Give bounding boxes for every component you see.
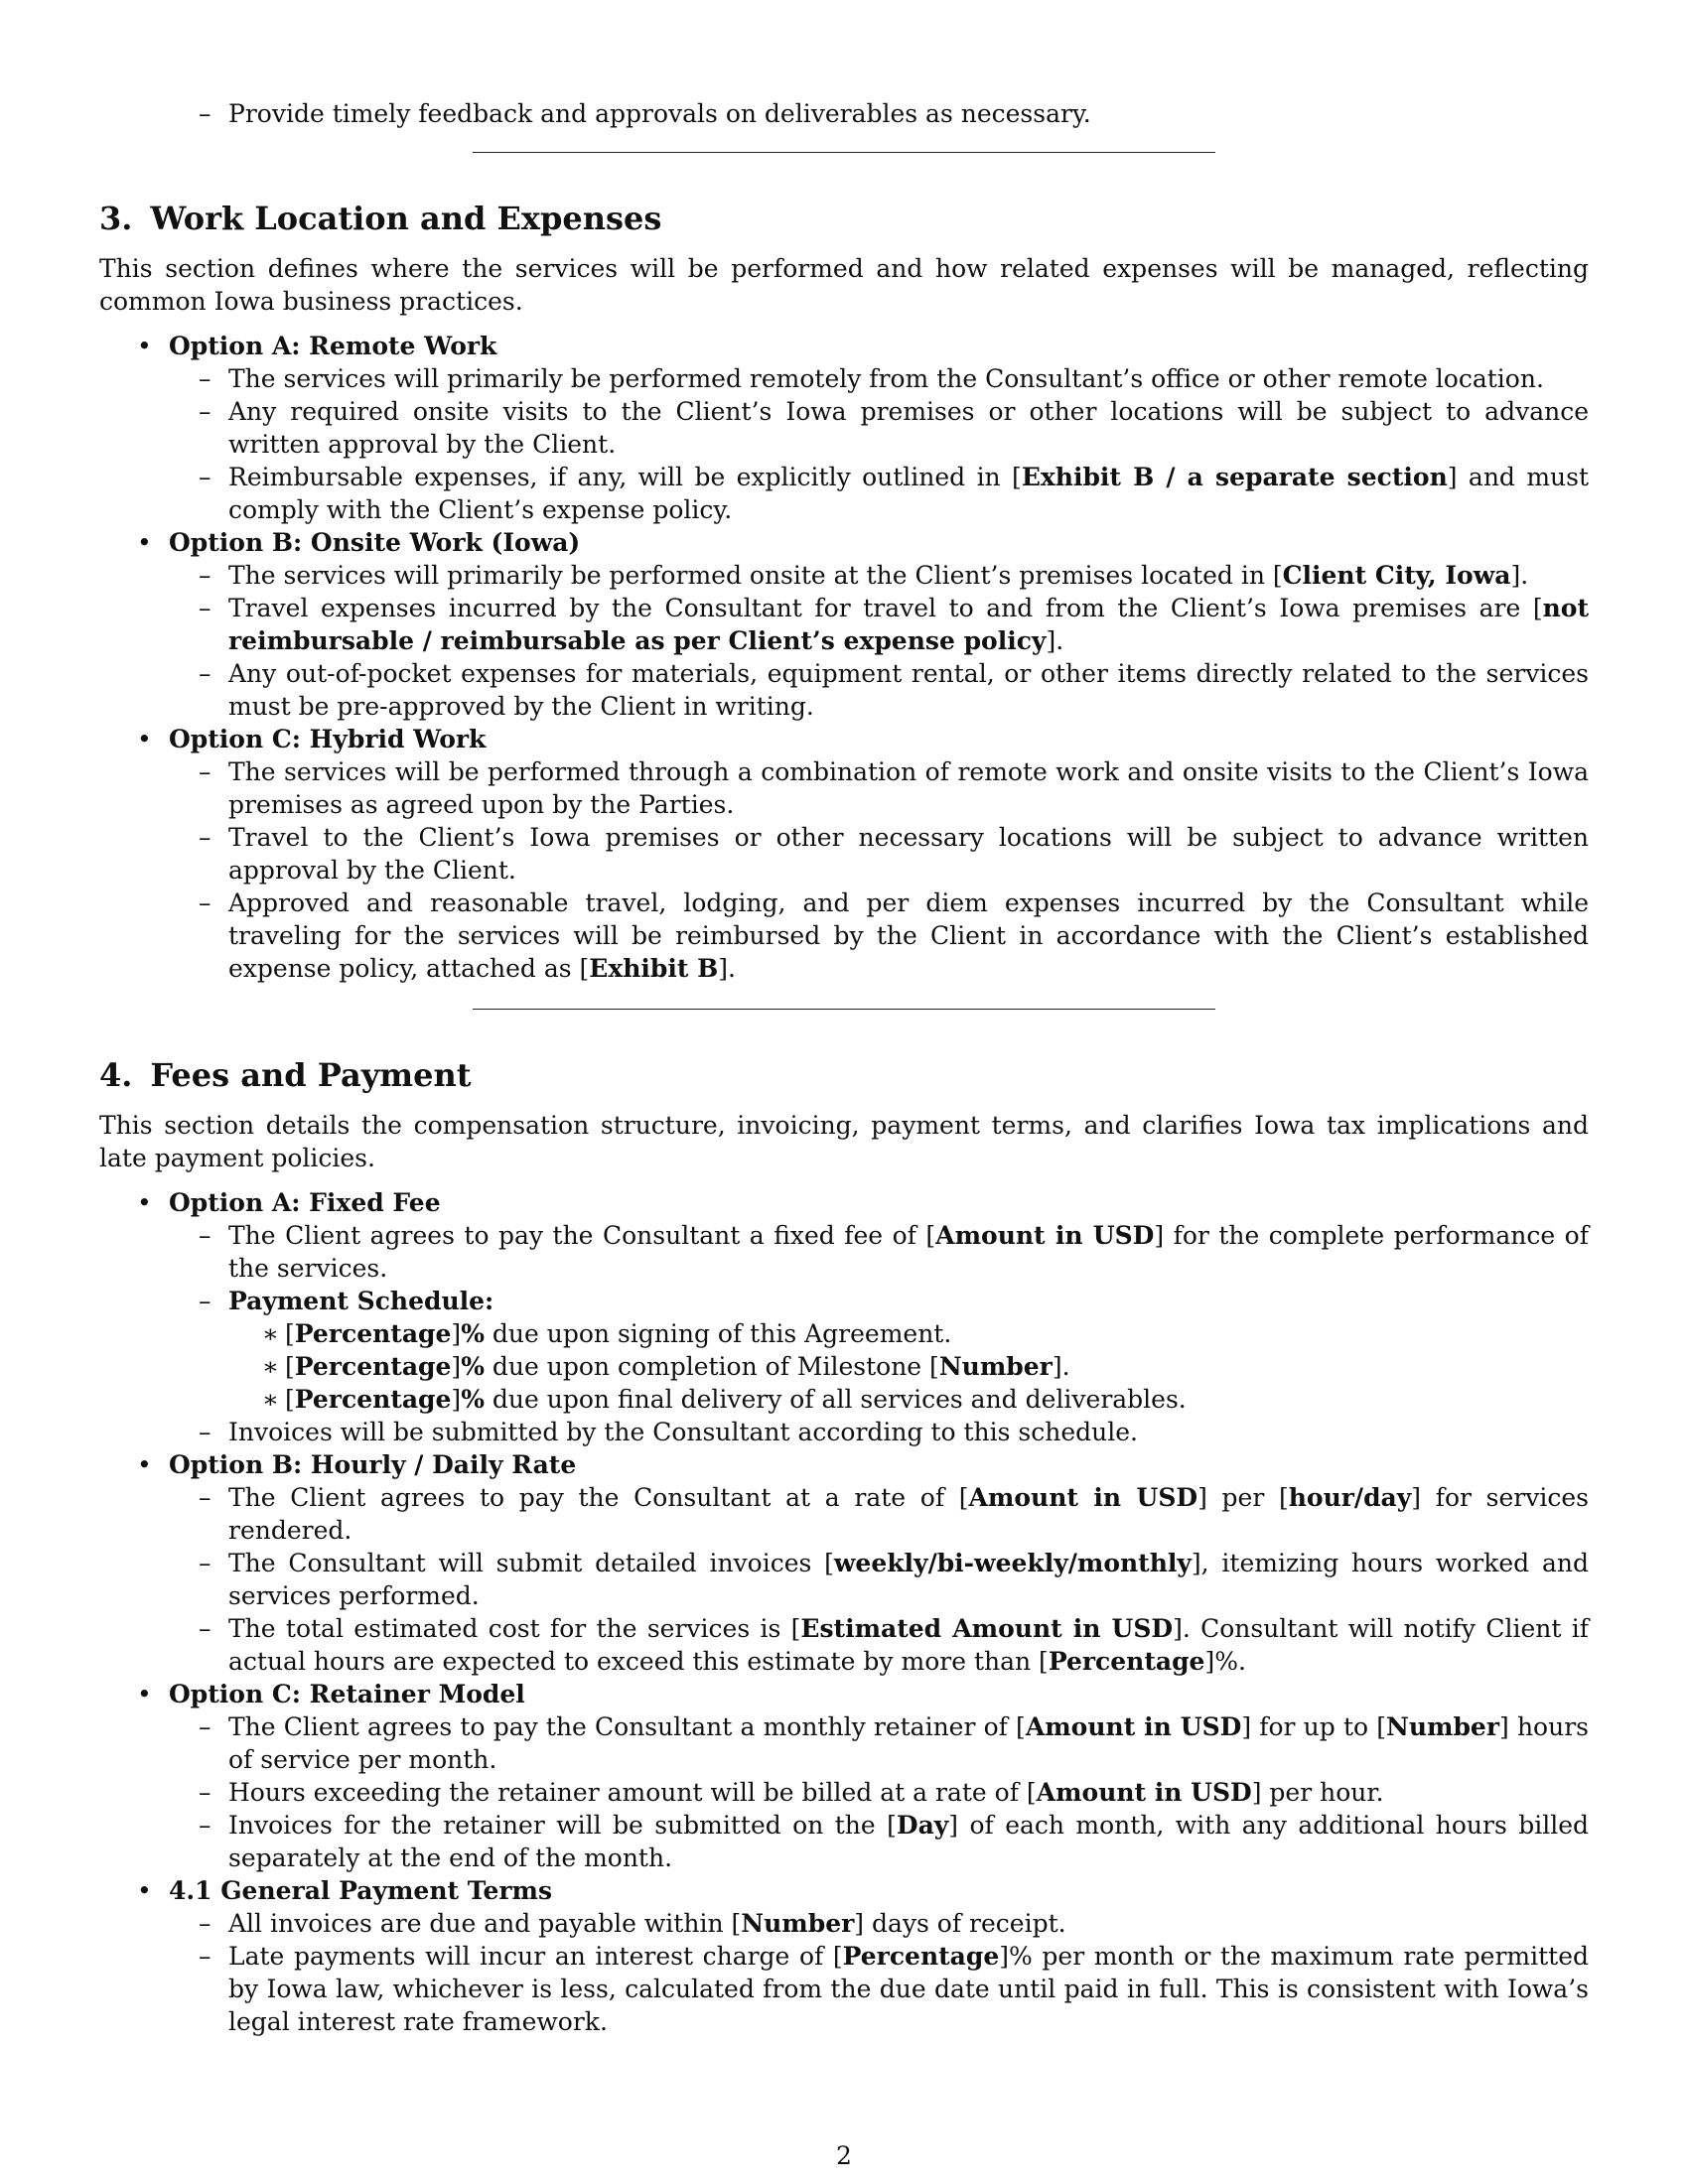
schedule-item bbox=[228, 1350, 1589, 1383]
item-text: Hours exceeding the retainer amount will be billed at a rate of [ bbox=[228, 1778, 1037, 1807]
section-4-heading bbox=[99, 1055, 1589, 1095]
placeholder-field: Client City, Iowa bbox=[1282, 561, 1511, 590]
percent-sign: % bbox=[461, 1385, 485, 1414]
list-item bbox=[99, 97, 1589, 130]
sub-list bbox=[169, 362, 1589, 526]
option-c-hybrid bbox=[99, 723, 1589, 985]
item-text: ] bbox=[451, 1385, 462, 1414]
list-item bbox=[169, 1481, 1589, 1547]
item-text: The Client agrees to pay the Consultant a fixed fee of [ bbox=[228, 1221, 936, 1250]
dash-marker: – bbox=[199, 1942, 211, 1971]
sub-list bbox=[169, 1907, 1589, 2038]
dash-marker: – bbox=[199, 594, 211, 622]
sub-list bbox=[169, 1481, 1589, 1678]
item-text: due upon final delivery of all services and deliverables. bbox=[484, 1385, 1187, 1414]
dash-marker: – bbox=[199, 757, 211, 786]
item-text: The services will primarily be performed onsite at the Client’s premises located in [ bbox=[228, 561, 1283, 590]
list-item bbox=[169, 1547, 1589, 1612]
item-text: Provide timely feedback and approvals on deliverables as necessary. bbox=[228, 99, 1091, 128]
list-item bbox=[169, 887, 1589, 985]
item-text: ] and must comply with the Client’s expense policy. bbox=[228, 463, 1589, 524]
item-text: Reimbursable expenses, if any, will be explicitly outlined in [ bbox=[228, 463, 1022, 491]
item-text: ] per [ bbox=[1197, 1483, 1289, 1512]
item-text: ] for services rendered. bbox=[228, 1483, 1589, 1545]
option-b-hourly-rate bbox=[99, 1448, 1589, 1678]
bullet-marker: • bbox=[137, 1450, 152, 1479]
dash-marker: – bbox=[199, 463, 211, 491]
section-3-options bbox=[99, 330, 1589, 985]
placeholder-field: Amount in USD bbox=[935, 1221, 1155, 1250]
section-3-intro: This section defines where the services will be performed and how related expenses will be managed, reflecting common Iowa business practices. bbox=[99, 254, 1589, 316]
list-item bbox=[169, 821, 1589, 887]
section-number: 3. bbox=[99, 200, 133, 237]
page-number: 2 bbox=[836, 2141, 852, 2170]
item-text: ] for up to [ bbox=[1241, 1712, 1386, 1741]
item-text: [ bbox=[285, 1319, 295, 1348]
item-text: The services will be performed through a combination of remote work and onsite visits to the Client’s Iowa premises as agreed upon by the Parties. bbox=[228, 757, 1589, 819]
item-text: Late payments will incur an interest charge of [ bbox=[228, 1942, 843, 1971]
item-text: due upon signing of this Agreement. bbox=[484, 1319, 952, 1348]
item-text: ] bbox=[451, 1319, 462, 1348]
sub-list bbox=[169, 559, 1589, 723]
dash-marker: – bbox=[199, 1221, 211, 1250]
option-label: Option A: Remote Work bbox=[169, 332, 497, 360]
placeholder-field: Exhibit B / a separate section bbox=[1021, 463, 1448, 491]
placeholder-field: Percentage bbox=[294, 1352, 452, 1381]
option-b-onsite bbox=[99, 526, 1589, 723]
percent-sign: % bbox=[461, 1352, 485, 1381]
item-text: ]. Consultant will notify Client if actual hours are expected to exceed this estimate by more than [ bbox=[228, 1614, 1589, 1676]
option-label: Option C: Retainer Model bbox=[169, 1680, 525, 1708]
section-title: Work Location and Expenses bbox=[150, 200, 662, 237]
item-text: The total estimated cost for the services is [ bbox=[228, 1614, 801, 1643]
item-text: Invoices will be submitted by the Consultant according to this schedule. bbox=[228, 1418, 1138, 1446]
item-text: ]% per month or the maximum rate permitted by Iowa law, whichever is less, calculated from the due date until paid in full. This is consistent with Iowa’s legal interest rate framework. bbox=[228, 1942, 1589, 2036]
section-4-options bbox=[99, 1186, 1589, 2038]
placeholder-field: Number bbox=[1385, 1712, 1500, 1741]
placeholder-field: Number bbox=[741, 1909, 855, 1938]
section-divider bbox=[473, 152, 1215, 153]
option-a-remote bbox=[99, 330, 1589, 526]
placeholder-field: Amount in USD bbox=[1036, 1778, 1252, 1807]
item-text: ] hours of service per month. bbox=[228, 1712, 1589, 1774]
item-text: ]. bbox=[1046, 626, 1064, 655]
option-a-fixed-fee bbox=[99, 1186, 1589, 1448]
bullet-marker: • bbox=[137, 1680, 152, 1708]
item-text: ] per hour. bbox=[1251, 1778, 1384, 1807]
dash-marker: – bbox=[199, 1811, 211, 1840]
placeholder-field: not reimbursable / reimbursable as per Client’s expense policy bbox=[228, 594, 1589, 655]
schedule-item bbox=[228, 1317, 1589, 1350]
item-text: Travel expenses incurred by the Consultant for travel to and from the Client’s Iowa premises are [ bbox=[228, 594, 1543, 622]
option-label: Option C: Hybrid Work bbox=[169, 725, 487, 753]
placeholder-field: Percentage bbox=[1048, 1647, 1205, 1676]
dash-marker: – bbox=[199, 823, 211, 852]
section-4-intro: This section details the compensation structure, invoicing, payment terms, and clarifies Iowa tax implications and late payment policies. bbox=[99, 1111, 1589, 1172]
item-text: [ bbox=[285, 1385, 295, 1414]
dash-marker: – bbox=[199, 1287, 211, 1315]
bullet-marker: • bbox=[137, 1188, 152, 1217]
item-text: The services will primarily be performed remotely from the Consultant’s office or other remote location. bbox=[228, 364, 1544, 393]
list-item bbox=[169, 362, 1589, 395]
item-text: ]. bbox=[1052, 1352, 1070, 1381]
list-item bbox=[169, 1907, 1589, 1940]
dash-marker: – bbox=[199, 397, 211, 426]
placeholder-field: weekly/bi-weekly/monthly bbox=[833, 1549, 1192, 1577]
sub-list bbox=[169, 1710, 1589, 1874]
list-item bbox=[169, 755, 1589, 821]
general-payment-terms bbox=[99, 1874, 1589, 2038]
list-item bbox=[169, 657, 1589, 723]
list-item bbox=[169, 1710, 1589, 1776]
placeholder-field: hour/day bbox=[1288, 1483, 1412, 1512]
dash-marker: – bbox=[199, 1778, 211, 1807]
placeholder-field: Amount in USD bbox=[968, 1483, 1198, 1512]
dash-marker: – bbox=[199, 99, 211, 128]
option-c-retainer bbox=[99, 1678, 1589, 1874]
placeholder-field: Percentage bbox=[294, 1385, 452, 1414]
list-item bbox=[169, 461, 1589, 526]
bullet-marker: • bbox=[137, 528, 152, 557]
list-item bbox=[169, 592, 1589, 657]
item-text: ] for the complete performance of the services. bbox=[228, 1221, 1589, 1283]
bullet-marker: • bbox=[137, 332, 152, 360]
dash-marker: – bbox=[199, 888, 211, 917]
placeholder-field: Amount in USD bbox=[1025, 1712, 1242, 1741]
dash-marker: – bbox=[199, 1483, 211, 1512]
placeholder-field: Day bbox=[896, 1811, 949, 1840]
list-item bbox=[169, 395, 1589, 461]
placeholder-field: Estimated Amount in USD bbox=[800, 1614, 1174, 1643]
payment-schedule-label: Payment Schedule: bbox=[228, 1287, 494, 1315]
dash-marker: – bbox=[199, 1549, 211, 1577]
item-text: The Client agrees to pay the Consultant a monthly retainer of [ bbox=[228, 1712, 1026, 1741]
item-text: ]. bbox=[718, 954, 736, 983]
schedule-list bbox=[228, 1317, 1589, 1416]
item-text: ] days of receipt. bbox=[854, 1909, 1066, 1938]
dash-marker: – bbox=[199, 561, 211, 590]
list-item bbox=[169, 1940, 1589, 2038]
item-text: Invoices for the retainer will be submitted on the [ bbox=[228, 1811, 897, 1840]
dash-marker: – bbox=[199, 1418, 211, 1446]
option-label: Option B: Onsite Work (Iowa) bbox=[169, 528, 581, 557]
list-item bbox=[169, 1776, 1589, 1809]
placeholder-field: Percentage bbox=[294, 1319, 452, 1348]
item-text: All invoices are due and payable within [ bbox=[228, 1909, 742, 1938]
dash-marker: – bbox=[199, 1909, 211, 1938]
list-item bbox=[169, 1285, 1589, 1416]
option-label: 4.1 General Payment Terms bbox=[169, 1876, 553, 1905]
placeholder-field: Exhibit B bbox=[589, 954, 719, 983]
item-text: Any out-of-pocket expenses for materials, equipment rental, or other items directly related to the services must be pre-approved by the Client in writing. bbox=[228, 659, 1589, 721]
sub-list bbox=[169, 755, 1589, 985]
list-item bbox=[169, 1416, 1589, 1448]
dash-marker: – bbox=[199, 1614, 211, 1643]
item-text: due upon completion of Milestone [ bbox=[484, 1352, 939, 1381]
placeholder-field: Number bbox=[938, 1352, 1053, 1381]
section-number: 4. bbox=[99, 1056, 133, 1094]
option-label: Option A: Fixed Fee bbox=[169, 1188, 441, 1217]
dash-marker: – bbox=[199, 659, 211, 688]
item-text: ], itemizing hours worked and services performed. bbox=[228, 1549, 1589, 1610]
list-item bbox=[169, 1809, 1589, 1874]
star-marker: ∗ bbox=[262, 1319, 279, 1348]
bullet-marker: • bbox=[137, 725, 152, 753]
item-text: Approved and reasonable travel, lodging, and per diem expenses incurred by the Consultant while traveling for the services will be reimbursed by the Client in accordance with the Client’s established expense policy, attached as [ bbox=[228, 888, 1589, 983]
star-marker: ∗ bbox=[262, 1385, 279, 1414]
document-page bbox=[99, 97, 1589, 2038]
item-text: Any required onsite visits to the Client’s Iowa premises or other locations will be subject to advance written approval by the Client. bbox=[228, 397, 1589, 459]
item-text: The Consultant will submit detailed invoices [ bbox=[228, 1549, 834, 1577]
section-title: Fees and Payment bbox=[150, 1056, 472, 1094]
item-text: The Client agrees to pay the Consultant at a rate of [ bbox=[228, 1483, 969, 1512]
star-marker: ∗ bbox=[262, 1352, 279, 1381]
list-item bbox=[169, 1612, 1589, 1678]
item-text: ] bbox=[451, 1352, 462, 1381]
section-3-heading bbox=[99, 199, 1589, 238]
item-text: ]%. bbox=[1204, 1647, 1246, 1676]
percent-sign: % bbox=[461, 1319, 485, 1348]
item-text: Travel to the Client’s Iowa premises or other necessary locations will be subject to advance written approval by the Client. bbox=[228, 823, 1589, 885]
item-text: ] of each month, with any additional hours billed separately at the end of the month. bbox=[228, 1811, 1589, 1872]
section-divider bbox=[473, 1009, 1215, 1010]
list-item bbox=[169, 559, 1589, 592]
schedule-item bbox=[228, 1383, 1589, 1416]
item-text: ]. bbox=[1510, 561, 1529, 590]
list-item bbox=[169, 1219, 1589, 1285]
dash-marker: – bbox=[199, 1712, 211, 1741]
option-label: Option B: Hourly / Daily Rate bbox=[169, 1450, 577, 1479]
dash-marker: – bbox=[199, 364, 211, 393]
sub-list bbox=[169, 1219, 1589, 1448]
bullet-marker: • bbox=[137, 1876, 152, 1905]
placeholder-field: Percentage bbox=[842, 1942, 1000, 1971]
item-text: [ bbox=[285, 1352, 295, 1381]
